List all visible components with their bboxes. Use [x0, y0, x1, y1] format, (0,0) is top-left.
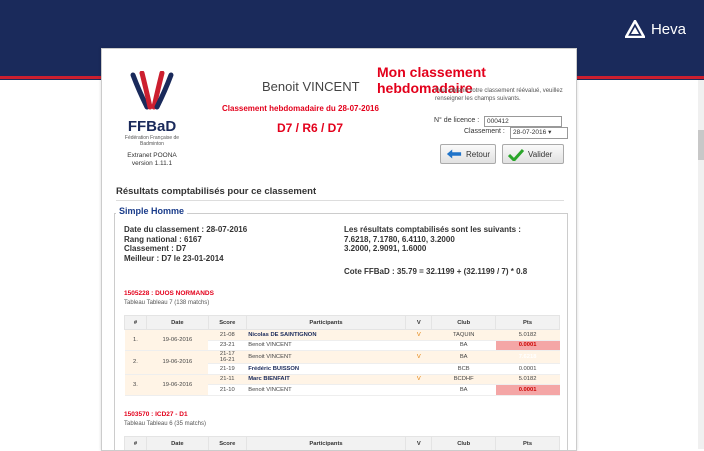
checkmark-icon [508, 148, 524, 161]
info-text: Pour obtenir votre classement réévalué, veuillez renseigner les champs suivants. [435, 88, 563, 102]
grades: D7 / R6 / D7 [277, 121, 344, 135]
table-header [125, 437, 560, 451]
tournament-title[interactable]: 1503570 : ICD27 - D1 [124, 411, 188, 418]
table-header [125, 316, 560, 330]
col-club: Club [432, 316, 496, 330]
brand-name: Heva [650, 20, 686, 38]
tournament-title[interactable]: 1505228 : DUOS NORMANDS [124, 290, 214, 297]
chevron-down-icon: ▾ [548, 129, 552, 136]
col-pts: Pts [496, 316, 560, 330]
col-v: V [406, 316, 432, 330]
classement-value: Classement : D7 [124, 244, 187, 253]
section-title: Résultats comptabilisés pour ce classement [116, 186, 317, 197]
classement-label: Classement : [464, 128, 505, 135]
summary-right [344, 225, 521, 254]
heva-triangle-icon [625, 20, 645, 38]
participant-link[interactable]: Marc BIENFAIT [246, 374, 406, 385]
page-title: Mon classement hebdomadaire [377, 64, 486, 96]
participant-link[interactable]: Nicolas DE SAINTIGNON [246, 330, 406, 341]
participant-link[interactable]: Frédéric BUISSON [246, 364, 406, 375]
tableau-label: Tableau Tableau 7 (138 matchs) [124, 300, 210, 306]
discipline-title: Simple Homme [116, 206, 187, 216]
classement-select[interactable]: 28-07-2016 ▾ [510, 127, 568, 139]
results-title: Les résultats comptabilisés sont les suivants : [344, 225, 521, 234]
licence-label: N° de licence : [434, 117, 480, 124]
col-v: V [406, 437, 432, 451]
classement-date: Classement hebdomadaire du 28-07-2016 [222, 104, 379, 113]
classement-panel [101, 48, 577, 451]
ffbad-logo [120, 71, 184, 168]
col-pts: Pts [496, 437, 560, 451]
brand-logo[interactable] [625, 20, 686, 38]
matches-table [124, 315, 560, 396]
licence-input[interactable]: 000412 [484, 116, 562, 127]
col-num: # [125, 437, 147, 451]
rang-national: Rang national : 6167 [124, 234, 202, 244]
player-name: Benoit VINCENT [262, 79, 360, 94]
col-score: Score [208, 316, 246, 330]
col-date: Date [146, 437, 208, 451]
results-line: 3.2000, 2.9091, 1.6000 [344, 244, 427, 253]
col-participants: Participants [246, 437, 406, 451]
table-row: 1. 19-06-2016 21-08 Nicolas DE SAINTIGNON V TAQUIN 5.0182 [125, 330, 560, 341]
extranet-label: Extranet POONA version 1.11.1 [127, 152, 177, 167]
tableau-label: Tableau Tableau 6 (35 matchs) [124, 421, 206, 427]
feather-logo-icon [127, 71, 177, 111]
col-participants: Participants [246, 316, 406, 330]
col-num: # [125, 316, 147, 330]
divider [116, 200, 564, 201]
date-classement: Date du classement : 28-07-2016 [124, 225, 248, 234]
meilleur-value: Meilleur : D7 le 23-01-2014 [124, 253, 224, 263]
col-club: Club [432, 437, 496, 451]
results-line: 7.6218, 7.1780, 6.4110, 3.2000 [344, 234, 455, 244]
cote-ffbad: Cote FFBaD : 35.79 = 32.1199 + (32.1199 / 7) * 0.8 [344, 267, 528, 276]
table-row: 21-19 Frédéric BUISSON BCB 0.0001 [125, 364, 560, 375]
scrollbar-thumb[interactable] [698, 130, 704, 160]
col-score: Score [208, 437, 246, 451]
table-row: 23-21 Benoit VINCENT BA 0.0001 [125, 340, 560, 351]
logo-federation: Fédération Française de Badminton [124, 135, 180, 147]
col-date: Date [146, 316, 208, 330]
valider-button[interactable]: Valider [502, 144, 564, 164]
summary-left [124, 225, 247, 263]
retour-button[interactable]: Retour [440, 144, 496, 164]
table-row: 21-10 Benoit VINCENT BA 0.0001 [125, 385, 560, 396]
logo-text: FFBaD [127, 118, 177, 135]
arrow-left-icon [446, 148, 462, 160]
table-row: 2. 19-06-2016 21-17 16-21 Benoit VINCENT V BA 7.6218 [125, 351, 560, 364]
table-row: 3. 19-06-2016 21-11 Marc BIENFAIT V BCDHF 5.0182 [125, 374, 560, 385]
